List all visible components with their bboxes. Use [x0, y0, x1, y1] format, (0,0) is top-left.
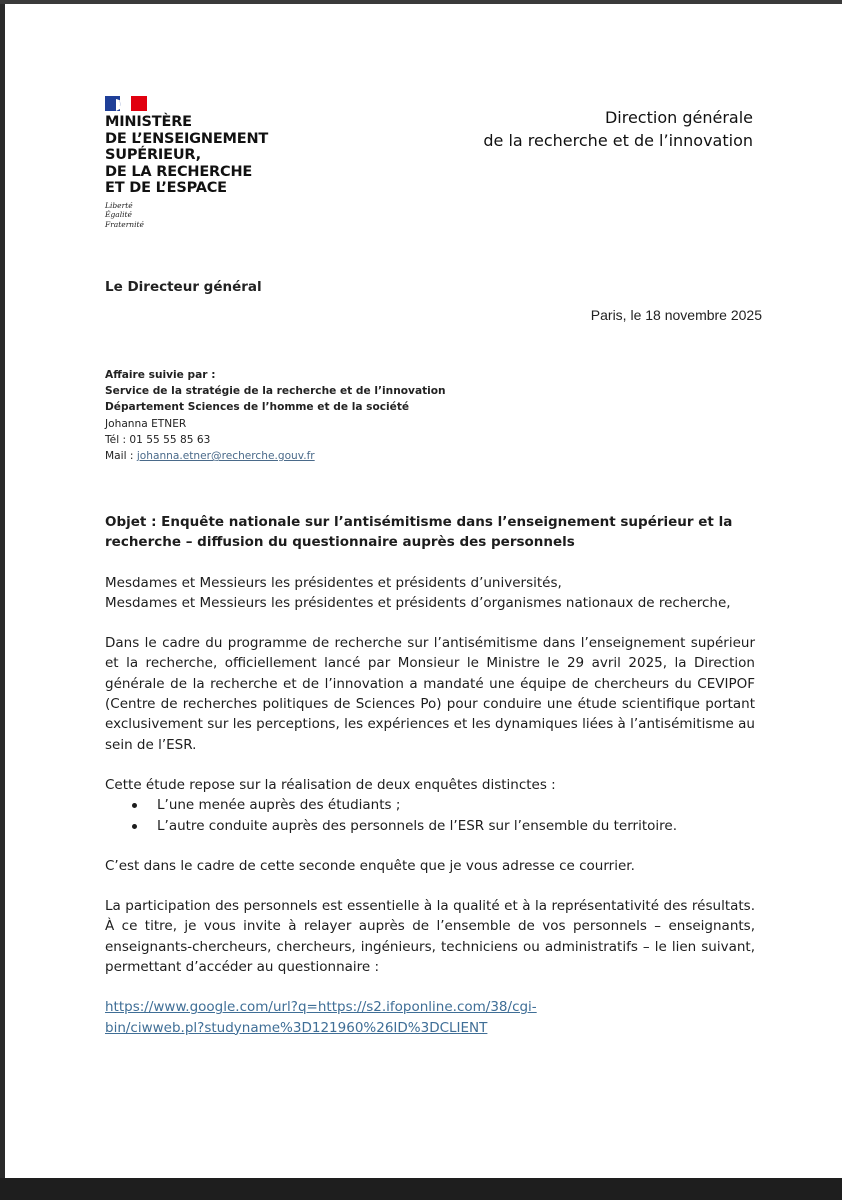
contact-mail-label: Mail : [105, 450, 137, 463]
bullet-list [105, 795, 755, 836]
contact-label: Affaire suivie par : [105, 369, 216, 381]
letter-subject: Objet : Enquête nationale sur l’antisémitisme dans l’enseignement supérieur et la recherche – diffusion du questionnaire auprès des personnels [105, 514, 733, 551]
ministry-name: MINISTÈRE DE L’ENSEIGNEMENT SUPÉRIEUR, DE LA RECHERCHE ET DE L’ESPACE [105, 114, 269, 196]
paragraph-3: C’est dans le cadre de cette seconde enquête que je vous adresse ce courrier. [105, 857, 635, 874]
paragraph-2-intro: Cette étude repose sur la réalisation de deux enquêtes distinctes : [105, 776, 556, 793]
direction-block [483, 106, 753, 152]
contact-phone: Tél : 01 55 55 85 63 [105, 433, 211, 446]
bullet-item: L’autre conduite auprès des personnels de l’ESR sur l’ensemble du territoire. [105, 816, 755, 836]
salutation-line-2: Mesdames et Messieurs les présidentes et présidents d’organismes nationaux de recherche, [105, 594, 731, 611]
marianne-flag-icon [105, 96, 147, 111]
salutation-line-1: Mesdames et Messieurs les présidentes et présidents d’universités, [105, 574, 562, 591]
ministry-logo [105, 96, 268, 229]
direction-line-2: de la recherche et de l’innovation [483, 131, 753, 150]
contact-block [105, 367, 446, 464]
paragraph-4: La participation des personnels est essentielle à la qualité et à la représentativité des résultats. À ce titre, je vous invite à relayer auprès de l’ensemble de vos personnels – enseignants, enseignants-chercheurs, chercheurs, ingénieurs, techniciens ou administratifs – le lien suivant, permettant d’accéder au questionnaire : [105, 898, 755, 976]
letter-body [105, 512, 755, 1038]
direction-line-1: Direction générale [604, 108, 753, 127]
contact-mail-row [105, 448, 446, 464]
scan-edge-left [0, 0, 5, 1200]
contact-service: Service de la stratégie de la recherche et de l’innovation [105, 385, 446, 398]
salutation [105, 573, 755, 614]
republic-motto: Liberté Égalité Fraternité [105, 200, 144, 229]
sender-title: Le Directeur général [105, 279, 262, 295]
bullet-item: L’une menée auprès des étudiants ; [105, 795, 755, 815]
contact-mail-link[interactable]: johanna.etner@recherche.gouv.fr [136, 450, 315, 463]
contact-department: Département Sciences de l’homme et de la société [105, 401, 410, 414]
paragraph-1: Dans le cadre du programme de recherche sur l’antisémitisme dans l’enseignement supérieur et la recherche, officiellement lancé par Monsieur le Ministre le 29 avril 2025, la Direction générale de la recherche et de l’innovation a mandaté une équipe de chercheurs du CEVIPOF (Centre de recherches politiques de Sciences Po) pour conduire une étude scientifique portant exclusivement sur les perceptions, les expériences et les dynamiques liées à l’antisémitisme au sein de l’ESR. [105, 635, 755, 753]
place-date: Paris, le 18 novembre 2025 [590, 307, 762, 323]
survey-link[interactable]: https://www.google.com/url?q=https://s2.ifoponline.com/38/cgi- bin/ciwweb.pl?studyname%3D121960%26ID%3DCLIENT [105, 999, 537, 1036]
scan-edge-top [0, 0, 842, 4]
scan-edge-bottom [0, 1178, 842, 1200]
contact-name: Johanna ETNER [105, 417, 187, 430]
